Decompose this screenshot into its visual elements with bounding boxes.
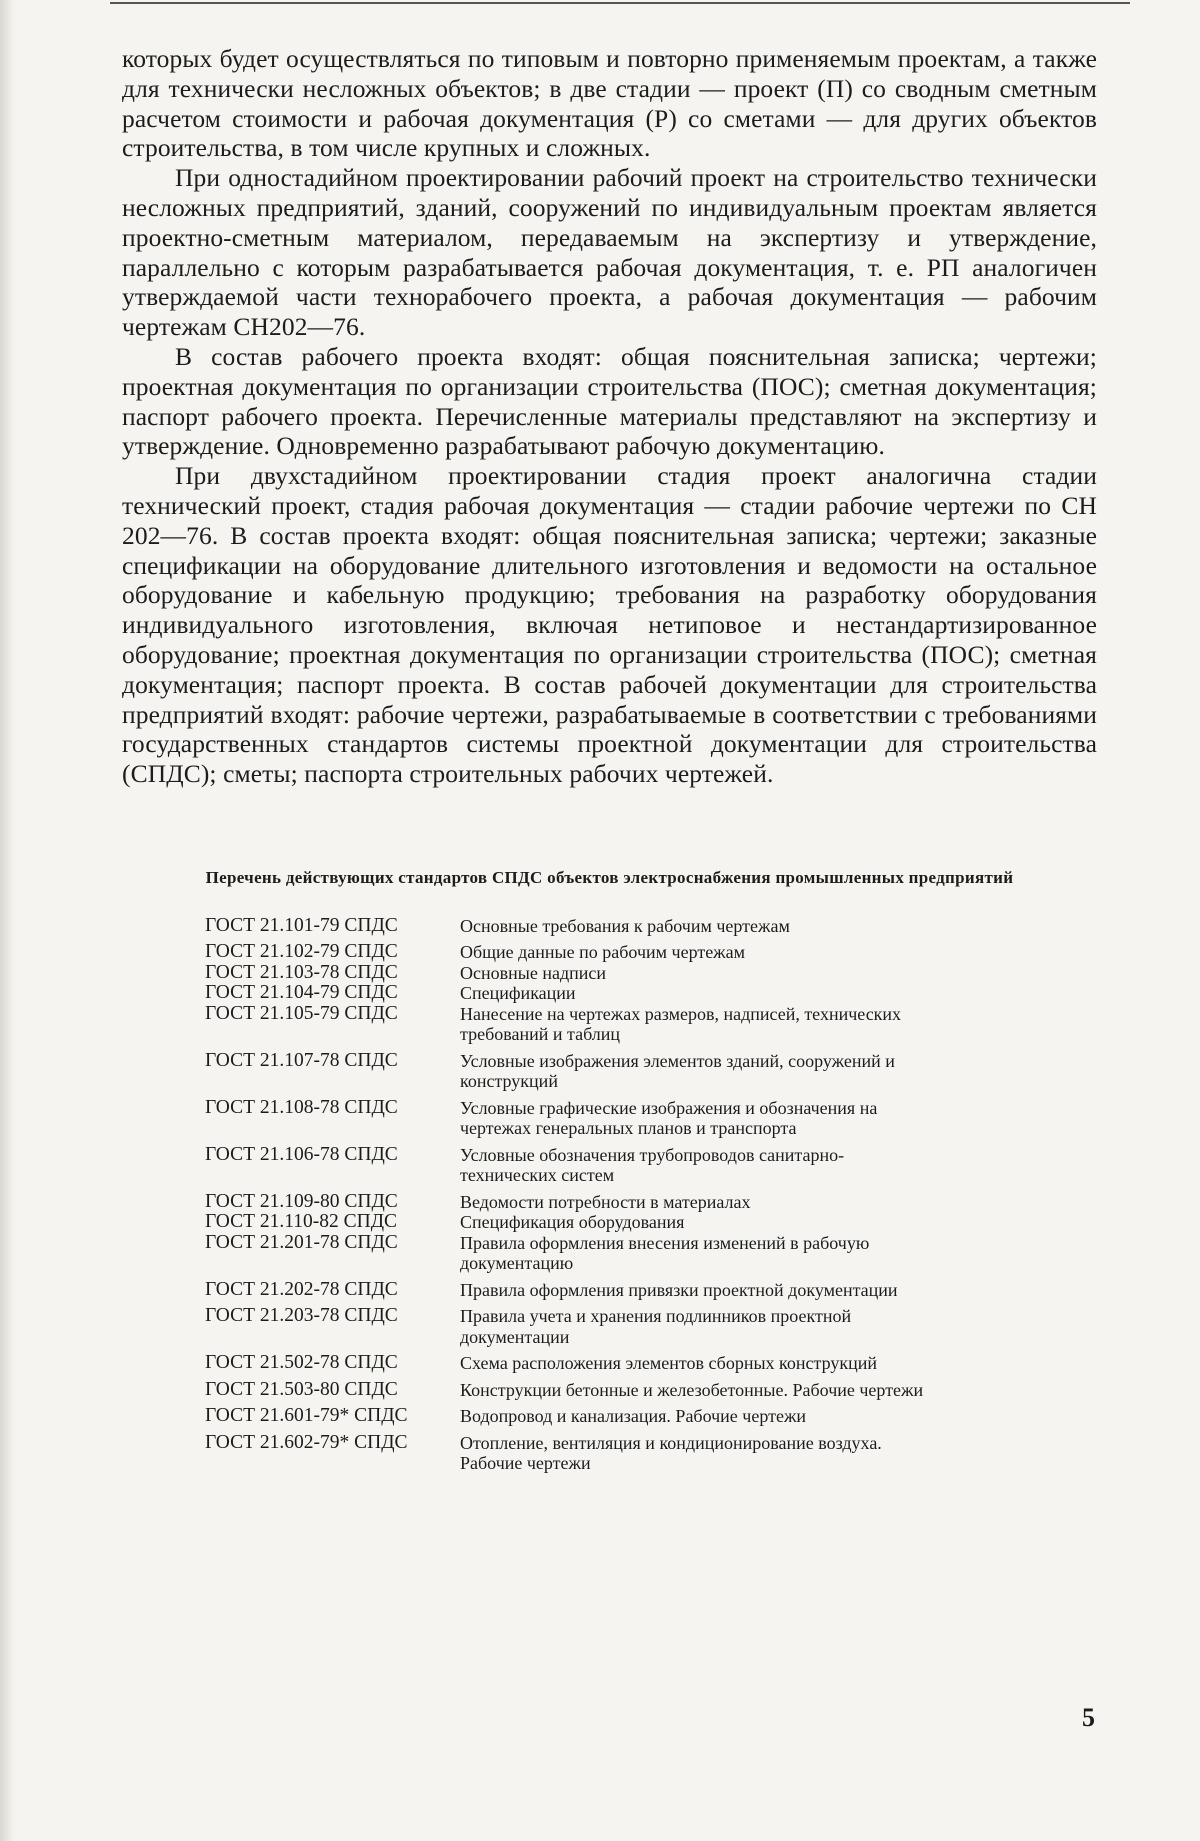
table-row bbox=[122, 942, 1097, 963]
table-row bbox=[122, 1353, 1097, 1374]
table-row bbox=[122, 1212, 1097, 1233]
standard-code: ГОСТ 21.203-78 СПДС bbox=[205, 1305, 398, 1327]
standard-code: ГОСТ 21.109-80 СПДС bbox=[205, 1190, 398, 1212]
standard-description: Отопление, вентиляция и кондиционирование воздуха. Рабочие чертежи bbox=[460, 1432, 882, 1474]
scan-edge-shadow bbox=[0, 0, 14, 1841]
standard-code: ГОСТ 21.601-79* СПДС bbox=[205, 1405, 408, 1427]
standard-description: Основные требования к рабочим чертежам bbox=[460, 915, 790, 936]
standard-code: ГОСТ 21.102-79 СПДС bbox=[205, 941, 398, 963]
standards-list bbox=[122, 916, 1097, 1474]
paragraph-working-project: В состав рабочего проекта входят: общая пояснительная записка; чертежи; проектная документация по организации строительства (ПОС); сметная документация; паспорт рабочего проекта. Перечисленные материалы представляют на экспертизу и утверждение. Одновременно разрабатывают рабочую документацию. bbox=[122, 341, 1097, 461]
standard-description: Общие данные по рабочим чертежам bbox=[460, 942, 746, 963]
standard-description: Водопровод и канализация. Рабочие чертежи bbox=[460, 1406, 807, 1427]
paragraph-continuation: которых будет осуществляться по типовым и повторно применяемым проектам, а также для технически несложных объектов; в две стадии — проект (П) со сводным сметным расчетом стоимости и рабочая документация (Р) со сметами — для других объектов строительства, в том числе крупных и сложных. bbox=[122, 44, 1097, 163]
standard-description: Основные надписи bbox=[460, 962, 607, 983]
standard-code: ГОСТ 21.106-78 СПДС bbox=[205, 1143, 398, 1165]
table-row bbox=[122, 1233, 1097, 1274]
standard-code: ГОСТ 21.107-78 СПДС bbox=[205, 1049, 398, 1071]
paragraph-single-stage: При одностадийном проектировании рабочий проект на строительство технически несложных предприятий, зданий, сооружений по индивидуальным проектам является проектно-сметным материалом, передаваемым на экспертизу и утверждение, параллельно с которым разрабатывается рабочая документация, т. е. РП аналогичен утверждаемой части техноpабочего проекта, а рабочая документация — рабочим чертежам СН202—76. bbox=[122, 163, 1097, 342]
standards-list-title: Перечень действующих стандартов СПДС объектов электроснабжения промышленных предприятий bbox=[205, 867, 1014, 887]
table-row bbox=[122, 1051, 1097, 1092]
standard-code: ГОСТ 21.101-79 СПДС bbox=[205, 914, 398, 936]
standard-code: ГОСТ 21.105-79 СПДС bbox=[205, 1002, 398, 1024]
standard-code: ГОСТ 21.201-78 СПДС bbox=[205, 1231, 398, 1253]
table-row bbox=[122, 1280, 1097, 1301]
table-row bbox=[122, 1380, 1097, 1401]
standard-code: ГОСТ 21.103-78 СПДС bbox=[205, 961, 398, 983]
table-row bbox=[122, 1433, 1097, 1474]
standard-description: Конструкции бетонные и железобетонные. Рабочие чертежи bbox=[460, 1379, 924, 1400]
table-row bbox=[122, 1145, 1097, 1186]
standard-description: Правила учета и хранения подлинников проектной документации bbox=[460, 1306, 852, 1347]
standard-code: ГОСТ 21.502-78 СПДС bbox=[205, 1352, 398, 1374]
table-row bbox=[122, 916, 1097, 937]
standard-description: Правила оформления внесения изменений в рабочую документацию bbox=[460, 1232, 870, 1274]
standard-description: Правила оформления привязки проектной документации bbox=[460, 1279, 898, 1300]
standard-description: Спецификация оборудования bbox=[460, 1212, 685, 1233]
table-row bbox=[122, 1192, 1097, 1213]
standard-description: Спецификации bbox=[460, 983, 576, 1004]
standard-description: Схема расположения элементов сборных конструкций bbox=[460, 1353, 877, 1374]
table-row bbox=[122, 1406, 1097, 1427]
standard-code: ГОСТ 21.503-80 СПДС bbox=[205, 1378, 398, 1400]
standard-code: ГОСТ 21.202-78 СПДС bbox=[205, 1278, 398, 1300]
table-row bbox=[122, 1098, 1097, 1139]
standard-description: Условные обозначения трубопроводов санитарно-технических систем bbox=[460, 1144, 845, 1186]
table-row bbox=[122, 1306, 1097, 1347]
paragraph-two-stage: При двухстадийном проектировании стадия проект аналогична стадии технический проект, стадия рабочая документация — стадии рабочие чертежи по СН 202—76. В состав проекта входят: общая пояснительная записка; чертежи; заказные спецификации на оборудование длительного изготовления и ведомости на остальное оборудование и кабельную продукцию; требования на разработку оборудования индивидуального изготовления, включая нетиповое и нестандартизированное оборудование; проектная документация по организации строительства (ПОС); сметная документация; паспорт проекта. В состав рабочей документации для строительства предприятий входят: рабочие чертежи, разрабатываемые в соответствии с требованиями государственных стандартов системы проектной документации для строительства (СПДС); сметы; паспорта строительных рабочих чертежей. bbox=[122, 461, 1097, 789]
standard-code: ГОСТ 21.110-82 СПДС bbox=[205, 1211, 398, 1233]
page-content bbox=[122, 44, 1097, 1474]
standard-code: ГОСТ 21.104-79 СПДС bbox=[205, 982, 398, 1004]
standard-description: Условные изображения элементов зданий, сооружений и конструкций bbox=[460, 1050, 895, 1092]
table-row bbox=[122, 1004, 1097, 1045]
standard-code: ГОСТ 21.108-78 СПДС bbox=[205, 1096, 398, 1118]
standard-description: Условные графические изображения и обозначения на чертежах генеральных планов и транспорта bbox=[460, 1097, 878, 1139]
table-row bbox=[122, 963, 1097, 984]
top-rule bbox=[110, 2, 1130, 4]
standard-code: ГОСТ 21.602-79* СПДС bbox=[205, 1431, 408, 1453]
page-number: 5 bbox=[1082, 1703, 1095, 1732]
table-row bbox=[122, 983, 1097, 1004]
standard-description: Ведомости потребности в материалах bbox=[460, 1191, 751, 1212]
standard-description: Нанесение на чертежах размеров, надписей, технических требований и таблиц bbox=[460, 1003, 902, 1045]
